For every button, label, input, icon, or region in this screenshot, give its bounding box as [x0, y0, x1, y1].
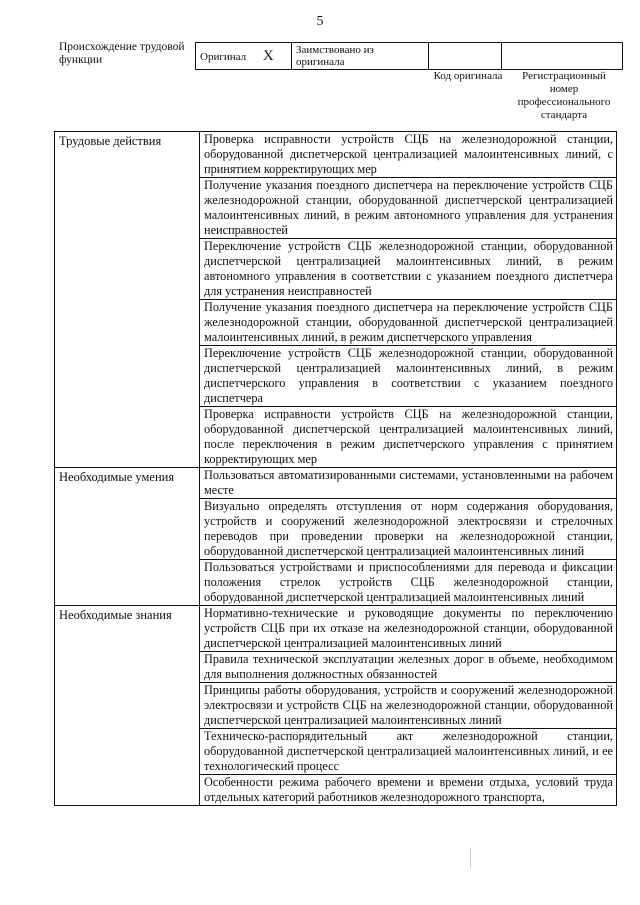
original-label: Оригинал [200, 50, 247, 63]
registration-caption: Регистрационный номер профессионального стандарта [517, 70, 611, 121]
table-row [55, 468, 617, 499]
list-item: Получение указания поездного диспетчера на переключение устройств СЦБ железнодорожной станции, оборудованной диспетчерской централизацией малоинтенсивных линий, в режим диспетчерского управления [200, 300, 617, 346]
section-label-actions: Трудовые действия [55, 132, 200, 468]
list-item: Техническо-распорядительный акт железнодорожной станции, оборудованной диспетчерской централизацией малоинтенсивных линий, и ее технологический процесс [200, 729, 617, 775]
page-number: 5 [316, 14, 324, 29]
list-item: Визуально определять отступления от норм содержания оборудования, устройств и сооружений железнодорожной электросвязи и стрелочных переводов при проведении проверки на железнодорожной станции, оборудованной диспетчерской централизацией малоинтенсивных линий [200, 499, 617, 560]
list-item: Получение указания поездного диспетчера на переключение устройств СЦБ железнодорожной станции, оборудованной диспетчерской централизацией малоинтенсивных линий, в режим автономного управления для устранения неисправностей [200, 178, 617, 239]
list-item: Пользоваться автоматизированными системами, установленными на рабочем месте [200, 468, 617, 499]
list-item: Проверка исправности устройств СЦБ на железнодорожной станции, оборудованной диспетчерской централизацией малоинтенсивных линий, с принятием корректирующих мер [200, 132, 617, 178]
origin-label: Происхождение трудовой функции [59, 41, 185, 66]
function-table [54, 131, 617, 806]
registration-cell [502, 43, 623, 70]
code-cell [429, 43, 502, 70]
section-label-skills: Необходимые умения [55, 468, 200, 606]
code-caption: Код оригинала [433, 70, 503, 82]
list-item: Особенности режима рабочего времени и времени отдыха, условий труда отдельных категорий работников железнодорожного транспорта, [200, 775, 617, 806]
origin-table [195, 42, 623, 70]
scan-mark [470, 848, 471, 868]
borrowed-cell [292, 43, 429, 70]
list-item: Проверка исправности устройств СЦБ на железнодорожной станции, оборудованной диспетчерской централизацией малоинтенсивных линий, после переключения в режим диспетчерского управления с принятием корректирующих мер [200, 407, 617, 468]
original-mark: X [262, 47, 274, 64]
section-label-knowledge: Необходимые знания [55, 606, 200, 806]
list-item: Правила технической эксплуатации железных дорог в объеме, необходимом для выполнения должностных обязанностей [200, 652, 617, 683]
list-item: Принципы работы оборудования, устройств и сооружений железнодорожной электросвязи и устройств СЦБ на железнодорожной станции, оборудованной диспетчерской централизацией малоинтенсивных линий [200, 683, 617, 729]
table-row [55, 606, 617, 652]
original-cell [196, 43, 292, 70]
list-item: Переключение устройств СЦБ железнодорожной станции, оборудованной диспетчерской централизацией малоинтенсивных линий, в режим диспетчерского управления в соответствии с указанием поездного диспетчера [200, 346, 617, 407]
table-row [55, 132, 617, 178]
borrowed-label: Заимствовано из оригинала [296, 44, 374, 68]
list-item: Нормативно-технические и руководящие документы по переключению устройств СЦБ при их отказе на железнодорожной станции, оборудованной диспетчерской централизацией малоинтенсивных линий [200, 606, 617, 652]
list-item: Переключение устройств СЦБ железнодорожной станции, оборудованной диспетчерской централизацией малоинтенсивных линий, в режим автономного управления в соответствии с указанием поездного диспетчера для устранения неисправностей [200, 239, 617, 300]
list-item: Пользоваться устройствами и приспособлениями для перевода и фиксации положения стрелок устройств СЦБ железнодорожной станции, оборудованной диспетчерской централизацией малоинтенсивных линий [200, 560, 617, 606]
